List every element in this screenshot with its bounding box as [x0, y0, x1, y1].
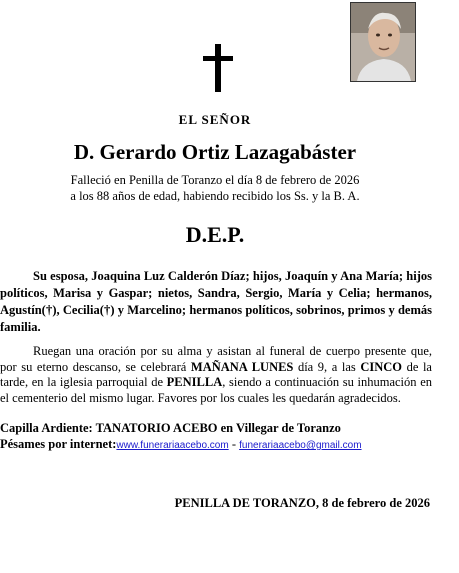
funeral-text-2: día 9, a las — [293, 359, 361, 374]
funeral-text-3: de la tarde, en la iglesia parroquial de — [0, 359, 432, 389]
funeral-paragraph — [0, 344, 432, 406]
condolences-line — [0, 437, 432, 452]
link-separator: - — [228, 437, 240, 451]
cross-icon — [198, 44, 238, 92]
death-notice — [0, 172, 430, 204]
death-line-2: a los 88 años de edad, habiendo recibido los Ss. y la B. A. — [70, 189, 360, 203]
honorific-label: EL SEÑOR — [178, 112, 252, 127]
family-paragraph — [0, 268, 432, 336]
funeral-text-1: Ruegan una oración por su alma y asistan al funeral de cuerpo presente que, por su eterno descanso, se celebrará — [0, 344, 432, 374]
email-link[interactable]: funerariaacebo@gmail.com — [239, 440, 362, 451]
funeral-text-4: , siendo a continuación su inhumación en el cementerio del mismo lugar. Favores por los cuales les quedarán agradecidos. — [0, 375, 432, 405]
family-text: Su esposa, Joaquina Luz Calderón Díaz; hijos, Joaquín y Ana María; hijos políticos, Marisa y Gaspar; nietos, Sandra, Sergio, María y Celia; hermanos, Agustín(†), Cecilia(†) y Marcelino; hermanos políticos, sobrinos, primos y demás familia. — [0, 269, 432, 334]
rest-in-peace: D.E.P. — [185, 222, 245, 247]
condolences-label: Pésames por internet: — [0, 437, 117, 451]
place-date: PENILLA DE TORANZO, 8 de febrero de 2026 — [174, 496, 430, 510]
chapel-info: Capilla Ardiente: TANATORIO ACEBO en Villegar de Toranzo — [0, 421, 341, 435]
deceased-name: D. Gerardo Ortiz Lazagabáster — [73, 140, 357, 164]
website-link[interactable]: www.funerariaacebo.com — [116, 440, 229, 451]
death-line-1: Falleció en Penilla de Toranzo el día 8 de febrero de 2026 — [70, 173, 360, 187]
funeral-day: MAÑANA LUNES — [190, 359, 294, 374]
portrait-photo — [350, 2, 416, 82]
funeral-time: CINCO — [360, 359, 402, 374]
funeral-place: PENILLA — [166, 375, 223, 389]
